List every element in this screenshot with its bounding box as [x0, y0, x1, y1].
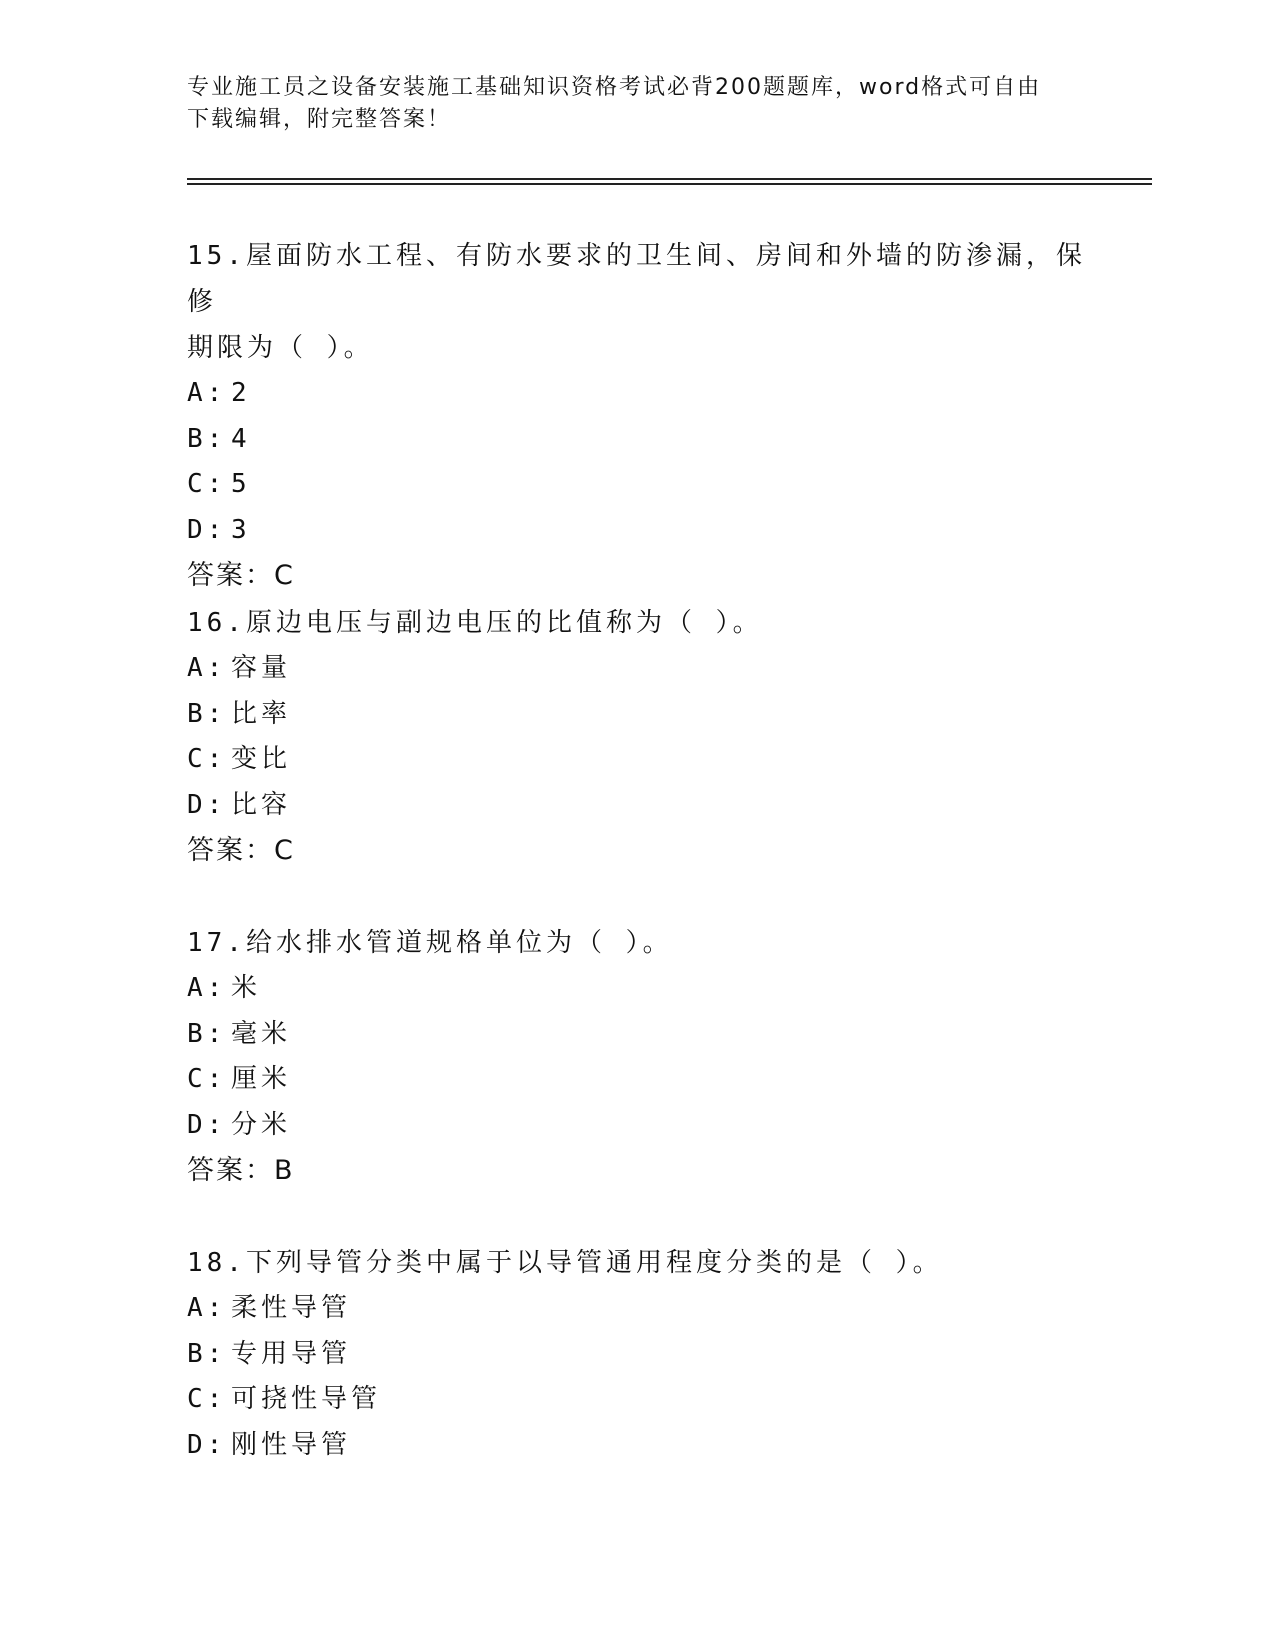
option-text: 可挠性导管	[231, 1384, 382, 1414]
question-stem: 18.下列导管分类中属于以导管通用程度分类的是（ ）。	[187, 1248, 943, 1278]
option-c	[187, 737, 1087, 783]
document-header	[187, 72, 1087, 136]
question-stem-continued: 期限为（ ）。	[187, 333, 374, 363]
header-title-line-1: 专业施工员之设备安装施工基础知识资格考试必背200题题库，word格式可自由	[187, 75, 1042, 100]
option-text: 毫米	[231, 1018, 292, 1049]
option-text: 米	[231, 973, 262, 1003]
option-c	[187, 1377, 1087, 1423]
option-text: 专用导管	[231, 1338, 352, 1369]
question-18	[187, 1240, 1087, 1468]
option-text: 厘米	[231, 1064, 292, 1094]
option-text: 柔性导管	[231, 1293, 352, 1323]
option-key: C:	[187, 1384, 227, 1414]
option-text: 分米	[231, 1109, 292, 1140]
option-a	[187, 1286, 1087, 1332]
header-divider-bottom	[187, 183, 1152, 185]
option-key: B:	[187, 1018, 227, 1049]
option-d	[187, 508, 1087, 554]
option-a	[187, 966, 1087, 1012]
option-text: 刚性导管	[231, 1429, 352, 1460]
question-stem: 16.原边电压与副边电压的比值称为（ ）。	[187, 608, 763, 638]
answer-line: 答案：C	[187, 560, 295, 591]
option-b	[187, 1012, 1087, 1058]
option-text: 3	[231, 514, 251, 545]
option-key: B:	[187, 1338, 227, 1369]
option-key: C:	[187, 1064, 227, 1094]
option-text: 比率	[231, 698, 292, 729]
option-b	[187, 417, 1087, 463]
option-d	[187, 1103, 1087, 1149]
answer-line: 答案：C	[187, 835, 295, 866]
option-key: D:	[187, 514, 227, 545]
option-key: D:	[187, 1109, 227, 1140]
question-15	[187, 233, 1087, 599]
option-key: C:	[187, 469, 227, 499]
option-key: B:	[187, 698, 227, 729]
option-text: 变比	[231, 744, 292, 774]
option-b	[187, 1332, 1087, 1378]
option-text: 4	[231, 423, 251, 454]
option-text: 容量	[231, 653, 292, 683]
option-key: A:	[187, 378, 227, 408]
option-b	[187, 692, 1087, 738]
question-17	[187, 920, 1087, 1194]
option-key: A:	[187, 653, 227, 683]
header-divider-top	[187, 178, 1152, 180]
option-a	[187, 646, 1087, 692]
option-c	[187, 1057, 1087, 1103]
option-text: 5	[231, 469, 251, 499]
option-text: 2	[231, 378, 251, 408]
option-a	[187, 371, 1087, 417]
question-16	[187, 600, 1087, 874]
option-key: A:	[187, 973, 227, 1003]
option-key: B:	[187, 423, 227, 454]
option-c	[187, 462, 1087, 508]
option-key: A:	[187, 1293, 227, 1323]
option-d	[187, 1423, 1087, 1469]
question-stem: 15.屋面防水工程、有防水要求的卫生间、房间和外墙的防渗漏，保修	[187, 241, 1086, 317]
question-stem: 17.给水排水管道规格单位为（ ）。	[187, 928, 673, 958]
option-d	[187, 783, 1087, 829]
option-key: D:	[187, 1429, 227, 1460]
option-text: 比容	[231, 789, 292, 820]
option-key: C:	[187, 744, 227, 774]
answer-line: 答案：B	[187, 1155, 295, 1186]
option-key: D:	[187, 789, 227, 820]
header-title-line-2: 下载编辑，附完整答案！	[187, 107, 452, 132]
